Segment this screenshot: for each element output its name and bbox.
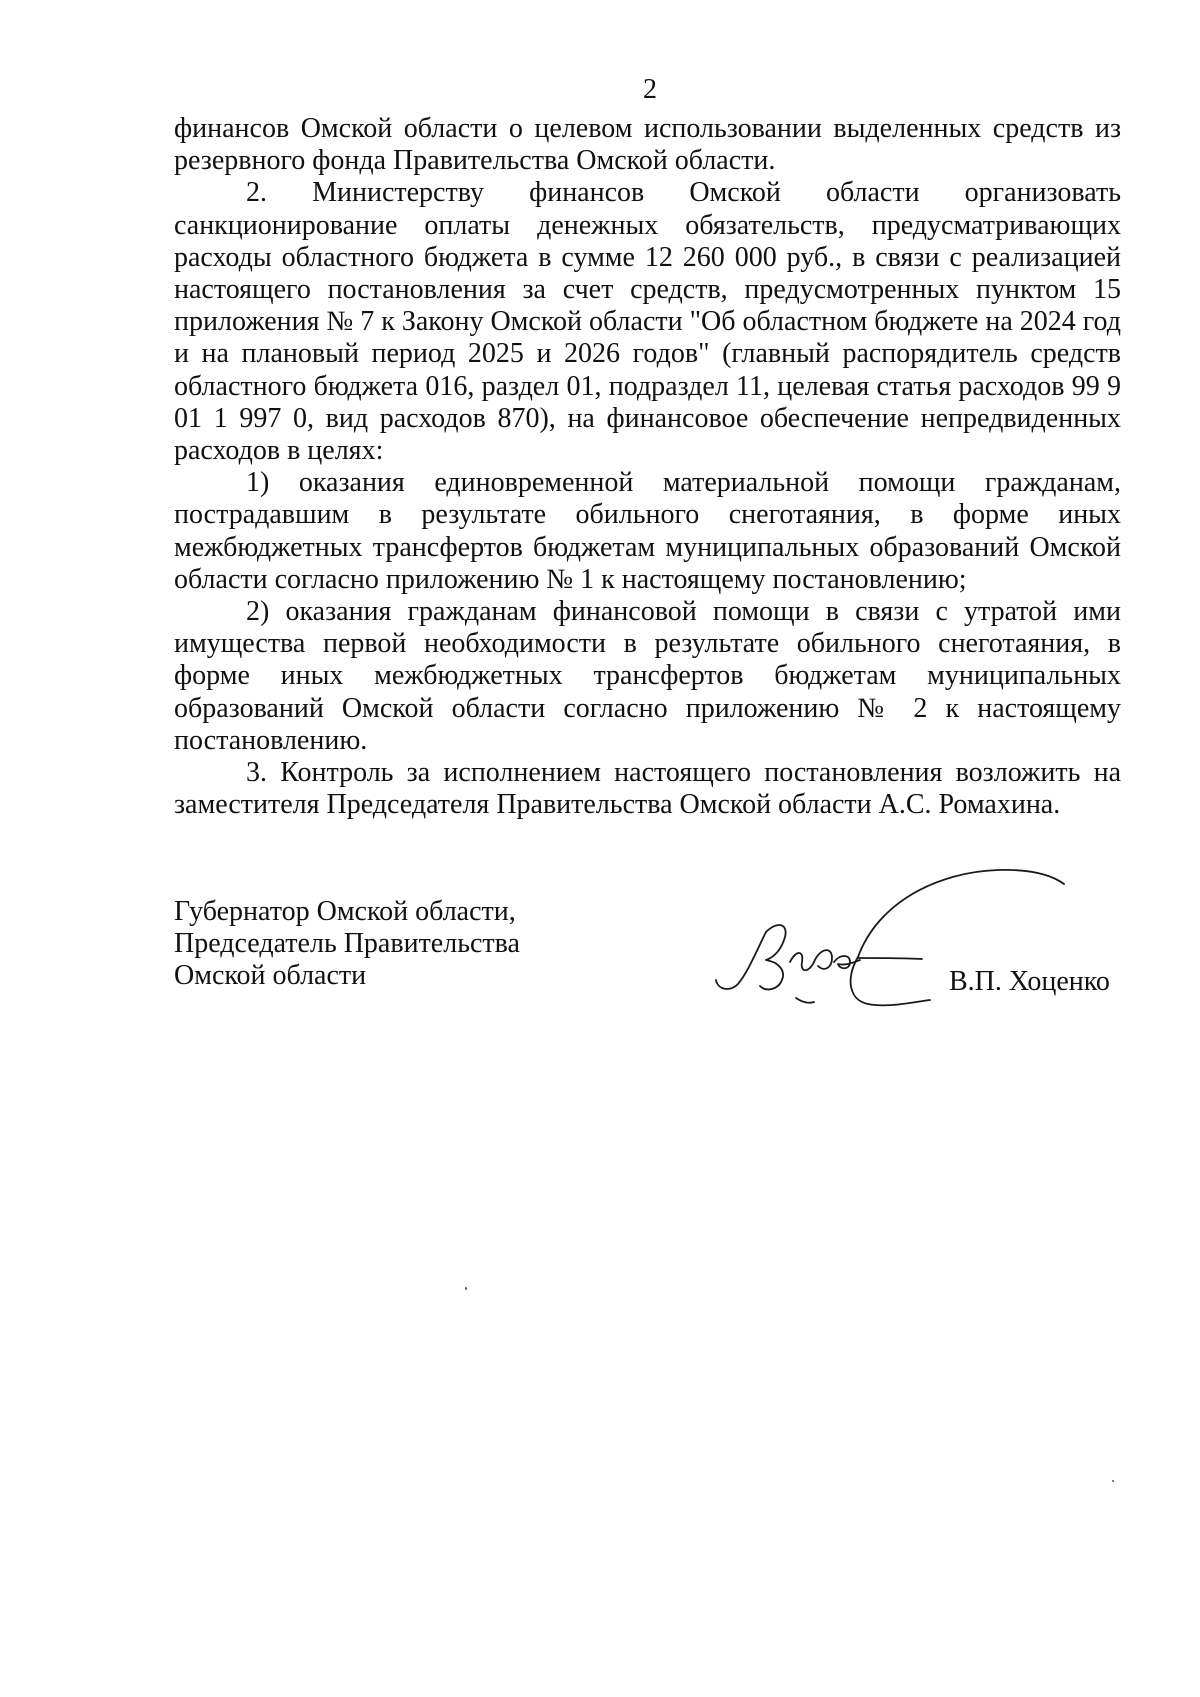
page-number: 2 <box>643 74 657 105</box>
paragraph-item-3: 3. Контроль за исполнением настоящего постановления возложить на заместителя Председателя Правительства Омской области А.С. Ромахина. <box>174 757 1121 821</box>
scan-speck <box>465 1287 467 1290</box>
paragraph-item-2: 2. Министерству финансов Омской области организовать санкционирование оплаты денежных обязательств, предусматривающих расходы областного бюджета в сумме 12 260 000 руб., в связи с реализацией настоящего постановления за счет средств, предусмотренных пунктом 15 приложения № 7 к Закону Омской области "Об областном бюджете на 2024 год и на плановый период 2025 и 2026 годов" (главный распорядитель средств областного бюджета 016, раздел 01, подраздел 11, целевая статья расходов 99 9 01 1 997 0, вид расходов 870), на финансовое обеспечение непредвиденных расходов в целях: <box>174 177 1121 467</box>
signatory-title <box>174 896 520 992</box>
scan-speck <box>1112 1480 1114 1482</box>
handwritten-signature <box>708 862 1078 1022</box>
paragraph-subitem-1: 1) оказания единовременной материальной помощи гражданам, пострадавшим в результате обильного снеготаяния, в форме иных межбюджетных трансфертов бюджетам муниципальных образований Омской области согласно приложению № 1 к настоящему постановлению; <box>174 467 1121 595</box>
signatory-title-line: Председатель Правительства <box>174 928 520 959</box>
paragraph-continuation: финансов Омской области о целевом использовании выделенных средств из резервного фонда Правительства Омской области. <box>174 113 1121 177</box>
document-body <box>174 113 1121 821</box>
signatory-title-line: Омской области <box>174 960 367 991</box>
signatory-name: В.П. Хоценко <box>949 966 1110 997</box>
signatory-title-line: Губернатор Омской области, <box>174 896 516 927</box>
paragraph-subitem-2: 2) оказания гражданам финансовой помощи в связи с утратой ими имущества первой необходимости в результате обильного снеготаяния, в форме иных межбюджетных трансфертов бюджетам муниципальных образований Омской области согласно приложению № 2 к настоящему постановлению. <box>174 596 1121 756</box>
